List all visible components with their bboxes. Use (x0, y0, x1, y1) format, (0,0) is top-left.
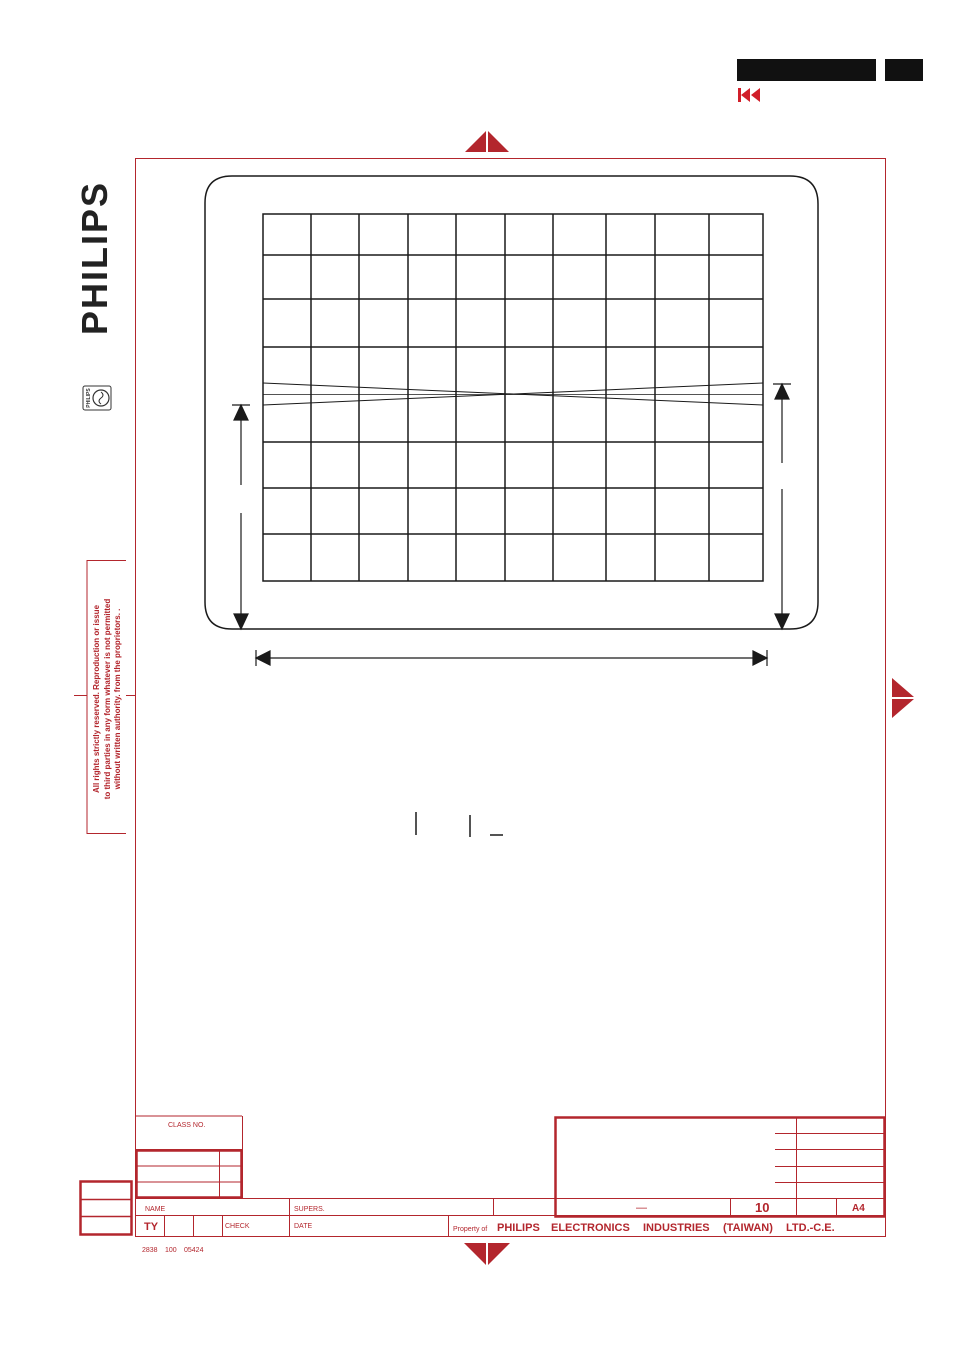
screen-outline (205, 176, 818, 629)
date-label: DATE (294, 1223, 313, 1230)
drawing-code-1: 100 (165, 1247, 177, 1254)
sheet-dash: — (636, 1202, 647, 1214)
emblem-text: PHILIPS (86, 388, 92, 408)
name-label: NAME (145, 1206, 166, 1213)
property-company-4: LTD.-C.E. (786, 1222, 835, 1234)
name-value: TY (144, 1221, 159, 1233)
property-prefix: Property of (453, 1226, 488, 1233)
drawing-code-2: 05424 (184, 1247, 204, 1254)
paper-size: A4 (852, 1203, 865, 1214)
rights-line-2: to third parties in any form whatever is not permitted (102, 598, 112, 800)
property-company-2: INDUSTRIES (643, 1222, 710, 1234)
bottom-center-mark (464, 1243, 510, 1265)
rights-line-3: without written authority. from the proprietors. . (113, 608, 122, 790)
drawing-code-0: 2838 (142, 1247, 158, 1254)
sheet-number: 10 (755, 1200, 770, 1215)
width-dimension (256, 650, 767, 666)
top-center-mark (465, 131, 509, 152)
title-block (80, 1116, 885, 1236)
property-company-3: (TAIWAN) (723, 1222, 773, 1234)
tilt-lines (263, 383, 763, 405)
philips-logo: PHILIPS (74, 180, 115, 335)
property-company-0: PHILIPS (497, 1222, 540, 1234)
right-height-dimension (773, 384, 791, 629)
formula-marks (416, 812, 503, 837)
test-pattern-grid (263, 214, 763, 581)
rights-notice (92, 569, 124, 829)
check-label: CHECK (225, 1223, 250, 1230)
sheet-frame (136, 159, 886, 1237)
supers-label: SUPERS. (294, 1206, 325, 1213)
left-height-dimension (232, 405, 250, 629)
philips-emblem-icon (83, 386, 111, 410)
rights-line-1: All rights strictly reserved. Reproduction or issue (92, 604, 101, 794)
class-no-label: CLASS NO. (168, 1122, 206, 1129)
property-company-1: ELECTRONICS (551, 1222, 630, 1234)
right-center-mark (892, 678, 914, 718)
